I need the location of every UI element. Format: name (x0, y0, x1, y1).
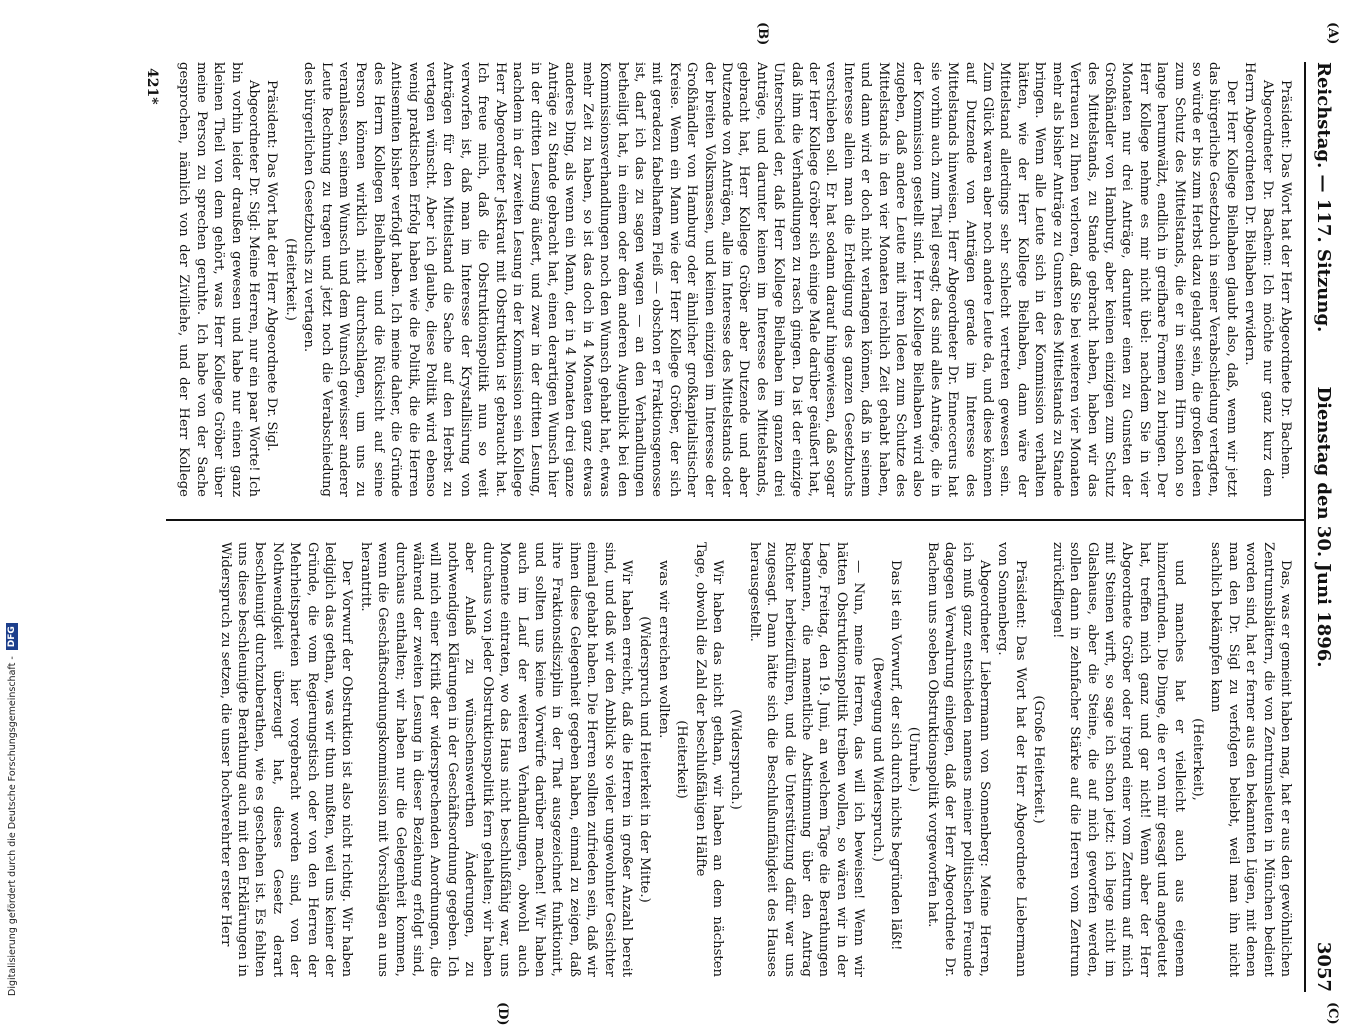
paragraph: (Heiterkeit) (674, 720, 690, 799)
paragraph: Der Vorwurf der Obstruktion ist also nicht richtig. Wir haben lediglich das gethan, was wir thun mußten, weil uns keiner der Gründe, die vom Regierungstisch oder von den Herren der Mehrheitsparteien hier vorgebracht worden sind, von der Nothwendigkeit überzeugt hat, dieses Gesetz derart beschleunigt durchzuberathen, wie es geschehen ist. Es fehlten uns diese beschleunigte Berathung auch mit den Erklärungen in Widerspruch zu setzen, die unser hochverehrter erster Herr (217, 542, 355, 977)
dfg-logo: DFG (6, 623, 18, 650)
paragraph: Abgeordneter Dr. Sigl: Meine Herren, nur ein paar Worte! Ich bin vorhin leider draußen gewesen und habe nur einen ganz kleinen Theil von dem gehört, was Herr Kollege Gröber über meine Person zu sprechen geruhte. Ich habe von der Sache gesprochen, nämlich von der Ziviliehe, und der Herr Kollege (176, 62, 262, 497)
paragraph: (Bewegung und Widerspruch.) (869, 657, 885, 862)
paragraph: (Unruhe.) (906, 726, 922, 793)
paragraph: (Widerspruch und Heiterkeit in der Mitte.) (637, 616, 653, 903)
page-header (1304, 62, 1340, 992)
paragraph: und manches hat er vielleicht auch aus eigenem hinzuerfunden. Die Dinge, die er von mir gesagt und angedeutet hat, treffen mich ganz und gar nicht! Wenn aber der Herr Abgeordnete Gröber oder irgend einer vom Zentrum auf mich mit Steinen wirft, so sage ich schon jetzt: ich liege nicht im Glashause, aber die Steine, die auf mich geworfen werden, sollen dann in zehnfacher Stärke auf die Herren vom Zentrum zurückfliegen! (1049, 542, 1187, 977)
paragraph: Das, was er gemeint haben mag, hat er aus den gewöhnlichen Zentrumsblättern, die von Zentrumsleuten in München bedient worden sind, hat er ferner aus den bekannten Lügen, mit denen man den Dr. Sigl zu verfolgen beliebt, weil man ihn nicht sachlich bekämpfen kann (1208, 542, 1293, 977)
paragraph: (Widerspruch.) (728, 709, 744, 810)
header-title: Reichstag. — 117. Sitzung. (1313, 62, 1334, 333)
paragraph: was wir erreichen wollten. (655, 560, 671, 739)
marker-c: (C) (1325, 1002, 1340, 1025)
paragraph: Präsident: Das Wort hat der Herr Abgeordnete Dr. Sigl. (264, 80, 280, 452)
paragraph: (Heiterkeit.) (282, 238, 298, 321)
marker-a: (A) (1325, 22, 1340, 45)
paragraph: Wir haben erreicht, daß die Herren in großer Anzahl bereit sind, und daß wir den Anblick so vieler ungewohnter Gesichter einmal gehabt haben. Die Herren sollten zufrieden sein, daß wir ihnen diese Gelegenheit gegeben haben, einmal zu zeigen, daß ihre Fraktionsdisziplin in der That ausgezeichnet funktionirt, und sollten uns keine Vorwürfe darüber machen! Wir haben auch im Lauf der weiteren Verhandlungen, obwohl auch Momente eintraten, wo das Haus nicht beschlußfähig war, uns durchaus von jeder Obstruktionspolitik fern gehalten; wir haben aber Anlaß zu wünschenswerthen Änderungen, zu nothwendigen Klärungen in der Geschäftsordnung gegeben. Ich will mich einer Kritik der widersprechenden Anordnungen, die während der zweiten Lesung in dieser Beziehung erfolgt sind, durchaus enthalten; wir haben nur die Gelegenheit kommen, wenn die Geschäftsordnungskommission mit Vorschlägen an uns herantritt. (357, 542, 634, 977)
left-column (174, 62, 1294, 497)
paragraph: — Nun, meine Herren, das will ich beweisen! Wenn wir hätten Obstruktionspolitik treiben wollen, so wären wir in der Lage, Freitag, den 19. Juni, an welchem Tage die Berathungen begannen, die namentliche Abstimmung über den Antrag Richter herbeizuführen, und die Unterstützung dafür war uns zugesagt. Dann hätte sich die Beschlußunfähigkeit des Hauses herausgestellt. (746, 542, 867, 977)
paragraph: Präsident: Das Wort hat der Herr Abgeordnete Liebermann von Sonnenberg. (995, 542, 1028, 977)
paragraph: Präsident: Das Wort hat der Herr Abgeordnete Dr. Bachem. (1278, 80, 1293, 480)
paragraph: (Große Heiterkeit.) (1031, 695, 1047, 824)
paragraph: Der Herr Kollege Bielhaben glaubt also, daß, wenn wir jetzt das bürgerliche Gesetzbuch in seiner Verabschiedung vertagten, so würde er bis zum Herbst dazu gelangt sein, die großen Ideen zum Schutz des Mittelstands, die er in seinem Hirn schon so lange herumwälzt, endlich in greifbare Formen zu bringen. Der Herr Kollege nehme es mir nicht übel: nachdem Sie in vier Monaten nur drei Anträge, darunter einen zu Gunsten der Großhändler von Hamburg, aber keinen einzigen zum Schutz des Mittelstands, zu Stande gebracht haben, haben wir das Vertrauen zu Ihnen verloren, daß Sie bei weiteren vier Monaten mehr als bisher Anträge zu Gunsten des Mittelstands zu Stande bringen. Wenn alle Leute sich in der Kommission verhalten hätten, wie der Herr Kollege Bielhaben, dann wäre der Mittelstand allerdings sehr schlecht vertreten gewesen sein. Zum Glück waren aber noch andere Leute da, und diese können auf Dutzende von Anträgen gerade im Interesse des Mittelstands hinweisen. Herr Abgeordneter Dr. Enneccerus hat sie vorhin auch zum Theil gesagt; das sind alles Anträge, die in der Kommission gestellt sind. Herr Kollege Bielhaben wird also zugeben, daß andere Leute mit ihren Ideen zum Schutze des Mittelstands in den vier Monaten reichlich Zeit gehabt haben, und dann wird er doch nicht verlangen können, daß in seinem Interesse allein man die Erledigung des ganzen Gesetzbuchs verschieben soll. Er hat sodann darauf hingewiesen, daß sogar der Herr Kollege Gröber sich einige Male darüber geäußert hat, daß ihm die Verhandlungen zu rasch gingen. Da ist der einzige Unterschied der, daß Herr Kollege Bielhaben im ganzen drei Anträge, und darunter keinen im Interesse des Mittelstands, gebracht hat, Herr Kollege Gröber aber Dutzende und aber Dutzende von Anträgen, alle im Interesse des Mittelstands oder der breiten Volksmassen, und keinen einzigen im Interesse der Großhändler von Hamburg oder ähnlicher großkapitalistischer Kreise. Wenn ein Mann wie der Herr Kollege Gröber, der sich mit geradezu fabelhaftem Fleiß — obschon er Fraktionsgenosse ist, darf ich das zu sagen wagen — an den Verhandlungen betheiligt hat, in einem oder dem anderen Augenblick bei den Kommissionsverhandlungen noch den Wunsch gehabt hat, etwas mehr Zeit zu haben, so ist das doch in 4 Monaten ganz etwas anderes Ding, als wenn ein Mann, der in 4 Monaten drei ganze Anträge zu Stande gebracht hat, einen derartigen Wunsch hier in der dritten Lesung äußert, und zwar in der dritten Lesung, nachdem in der zweiten Lesung in der Kommission sein Kollege Herr Abgeordneter Jeskraut mit Obstruktion ist gebraucht hat. Ich freue mich, daß die Obstruktionspolitik nun so weit verworfen ist, daß man im Interesse der Krystallisirung von Anträgen für den Mittelstand die Sache auf den Herbst zu vertagen wünscht. Aber ich glaube, diese Politik wird ebenso wenig praktischen Erfolg haben wie die Politik, die die Herren Antisemiten bisher verfolgt haben. Ich meine daher, die Gründe des Herrn Kollegen Bielhaben und die Rücksicht auf seine Person können wirklich nicht durchschlagen, um uns zu veranlassen, seinem Wunsch und dem Wunsch gewisser anderer Leute Rechnung zu tragen und jetzt noch die Verabschiedung des bürgerlichen Gesetzbuchs zu vertagen. (301, 62, 1239, 497)
paragraph: Wir haben das nicht gethan, wir haben an dem nächsten Tage, obwohl die Zahl der beschlußfähigen Hälfte (692, 542, 725, 977)
paragraph: (Heiterkeit), (1189, 718, 1205, 801)
page-footer: 421* (144, 68, 160, 105)
digitization-note (6, 623, 18, 996)
page-number: 3057 (1313, 941, 1334, 992)
paragraph: Abgeordneter Liebermann von Sonnenberg: Meine Herren, ich muß ganz entschieden namens meiner politischen Freunde dagegen Verwahrung einlegen, daß der Herr Abgeordnete Dr. Bachem uns soeben Obstruktionspolitik vorgeworfen hat. (924, 542, 993, 977)
digitization-text: Digitalisierung gefördert durch die Deutsche Forschungsgemeinschaft - (6, 656, 18, 996)
right-column (174, 542, 1294, 977)
header-date: Dienstag den 30. Juni 1896. (1313, 386, 1334, 668)
paragraph: Abgeordneter Dr. Bachem: Ich möchte nur ganz kurz dem Herrn Abgeordneten Dr. Bielhaben erwidern. (1242, 62, 1275, 497)
newspaper-page (90, 22, 1340, 1026)
marker-d: (D) (495, 1002, 510, 1026)
paragraph: Das ist ein Vorwurf, der sich durch nichts begründen läßt! (888, 560, 904, 951)
column-divider (166, 519, 1306, 521)
marker-b: (B) (755, 22, 770, 46)
